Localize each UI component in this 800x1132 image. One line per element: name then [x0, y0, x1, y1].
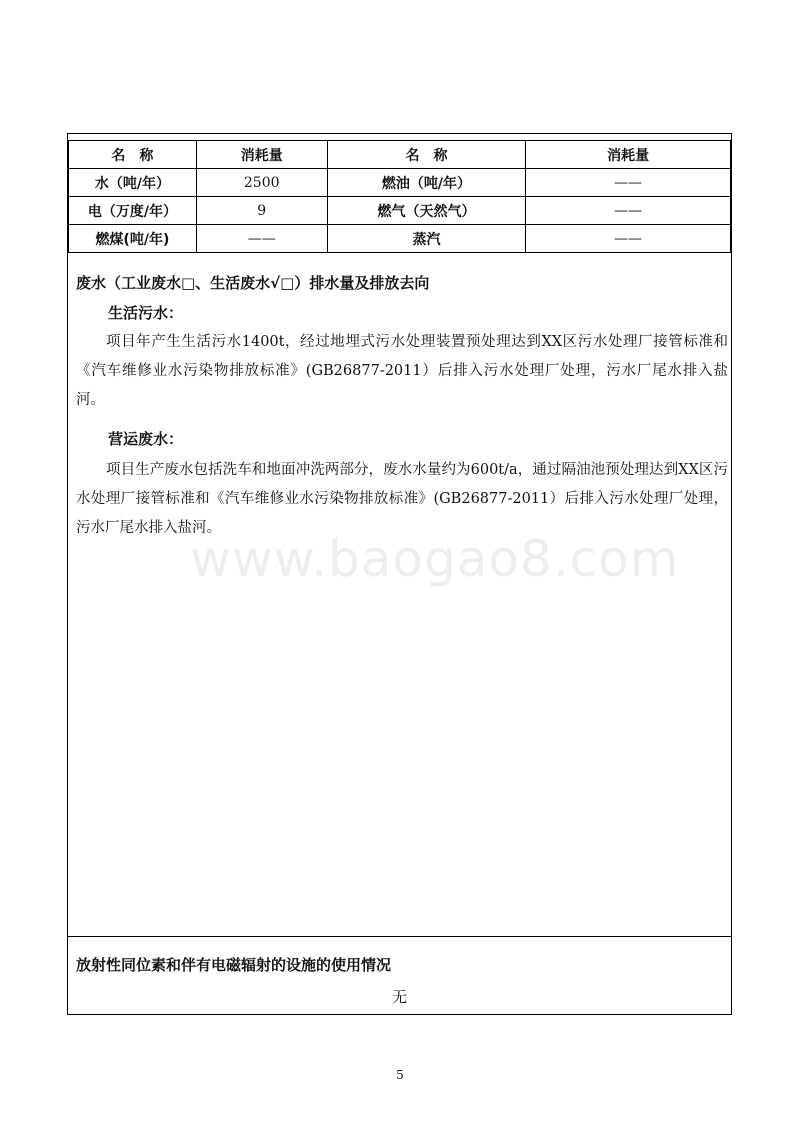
- table-header-row: [69, 141, 731, 169]
- table-row: [69, 197, 731, 225]
- domestic-sewage-text: 项目年产生生活污水1400t，经过地埋式污水处理装置预处理达到XX区污水处理厂接管标准和《汽车维修业水污染物排放标准》(GB26877-2011）后排入污水处理厂处理，污水厂尾水排入盐河。: [76, 334, 728, 408]
- cell-name: 水（吨/年）: [69, 169, 197, 197]
- table-row: [69, 169, 731, 197]
- cell-value: 2500: [196, 169, 327, 197]
- cell-name: 燃气（天然气）: [327, 197, 526, 225]
- table-row: [69, 225, 731, 253]
- radiation-value: 无: [391, 988, 407, 1006]
- cell-name: 燃油（吨/年）: [327, 169, 526, 197]
- cell-value: ——: [526, 197, 731, 225]
- wastewater-section-title: 废水（工业废水□、生活废水√□）排水量及排放去向: [76, 274, 430, 292]
- consumption-table: [68, 140, 731, 253]
- cell-name: 电（万度/年）: [69, 197, 197, 225]
- operating-wastewater-heading: 营运废水：: [108, 430, 184, 448]
- watermark-text: www.baogao8.com: [190, 530, 680, 588]
- operating-wastewater-text: 项目生产废水包括洗车和地面冲洗两部分，废水水量约为600t/a，通过隔油池预处理达到XX区污水处理厂接管标准和《汽车维修业水污染物排放标准》(GB26877-2011）后排入污水处理厂处理，污水厂尾水排入盐河。: [76, 462, 728, 536]
- header-name-2: 名 称: [327, 141, 526, 169]
- radiation-section-title: 放射性同位素和伴有电磁辐射的设施的使用情况: [76, 956, 392, 974]
- section-divider: [68, 936, 731, 937]
- cell-value: 9: [196, 197, 327, 225]
- cell-value: ——: [196, 225, 327, 253]
- cell-name: 蒸汽: [327, 225, 526, 253]
- domestic-sewage-heading: 生活污水：: [108, 304, 184, 322]
- header-consumption-1: 消耗量: [196, 141, 327, 169]
- cell-value: ——: [526, 169, 731, 197]
- header-name-1: 名 称: [69, 141, 197, 169]
- cell-name: 燃煤(吨/年): [69, 225, 197, 253]
- header-consumption-2: 消耗量: [526, 141, 731, 169]
- cell-value: ——: [526, 225, 731, 253]
- page-number: 5: [396, 1068, 404, 1082]
